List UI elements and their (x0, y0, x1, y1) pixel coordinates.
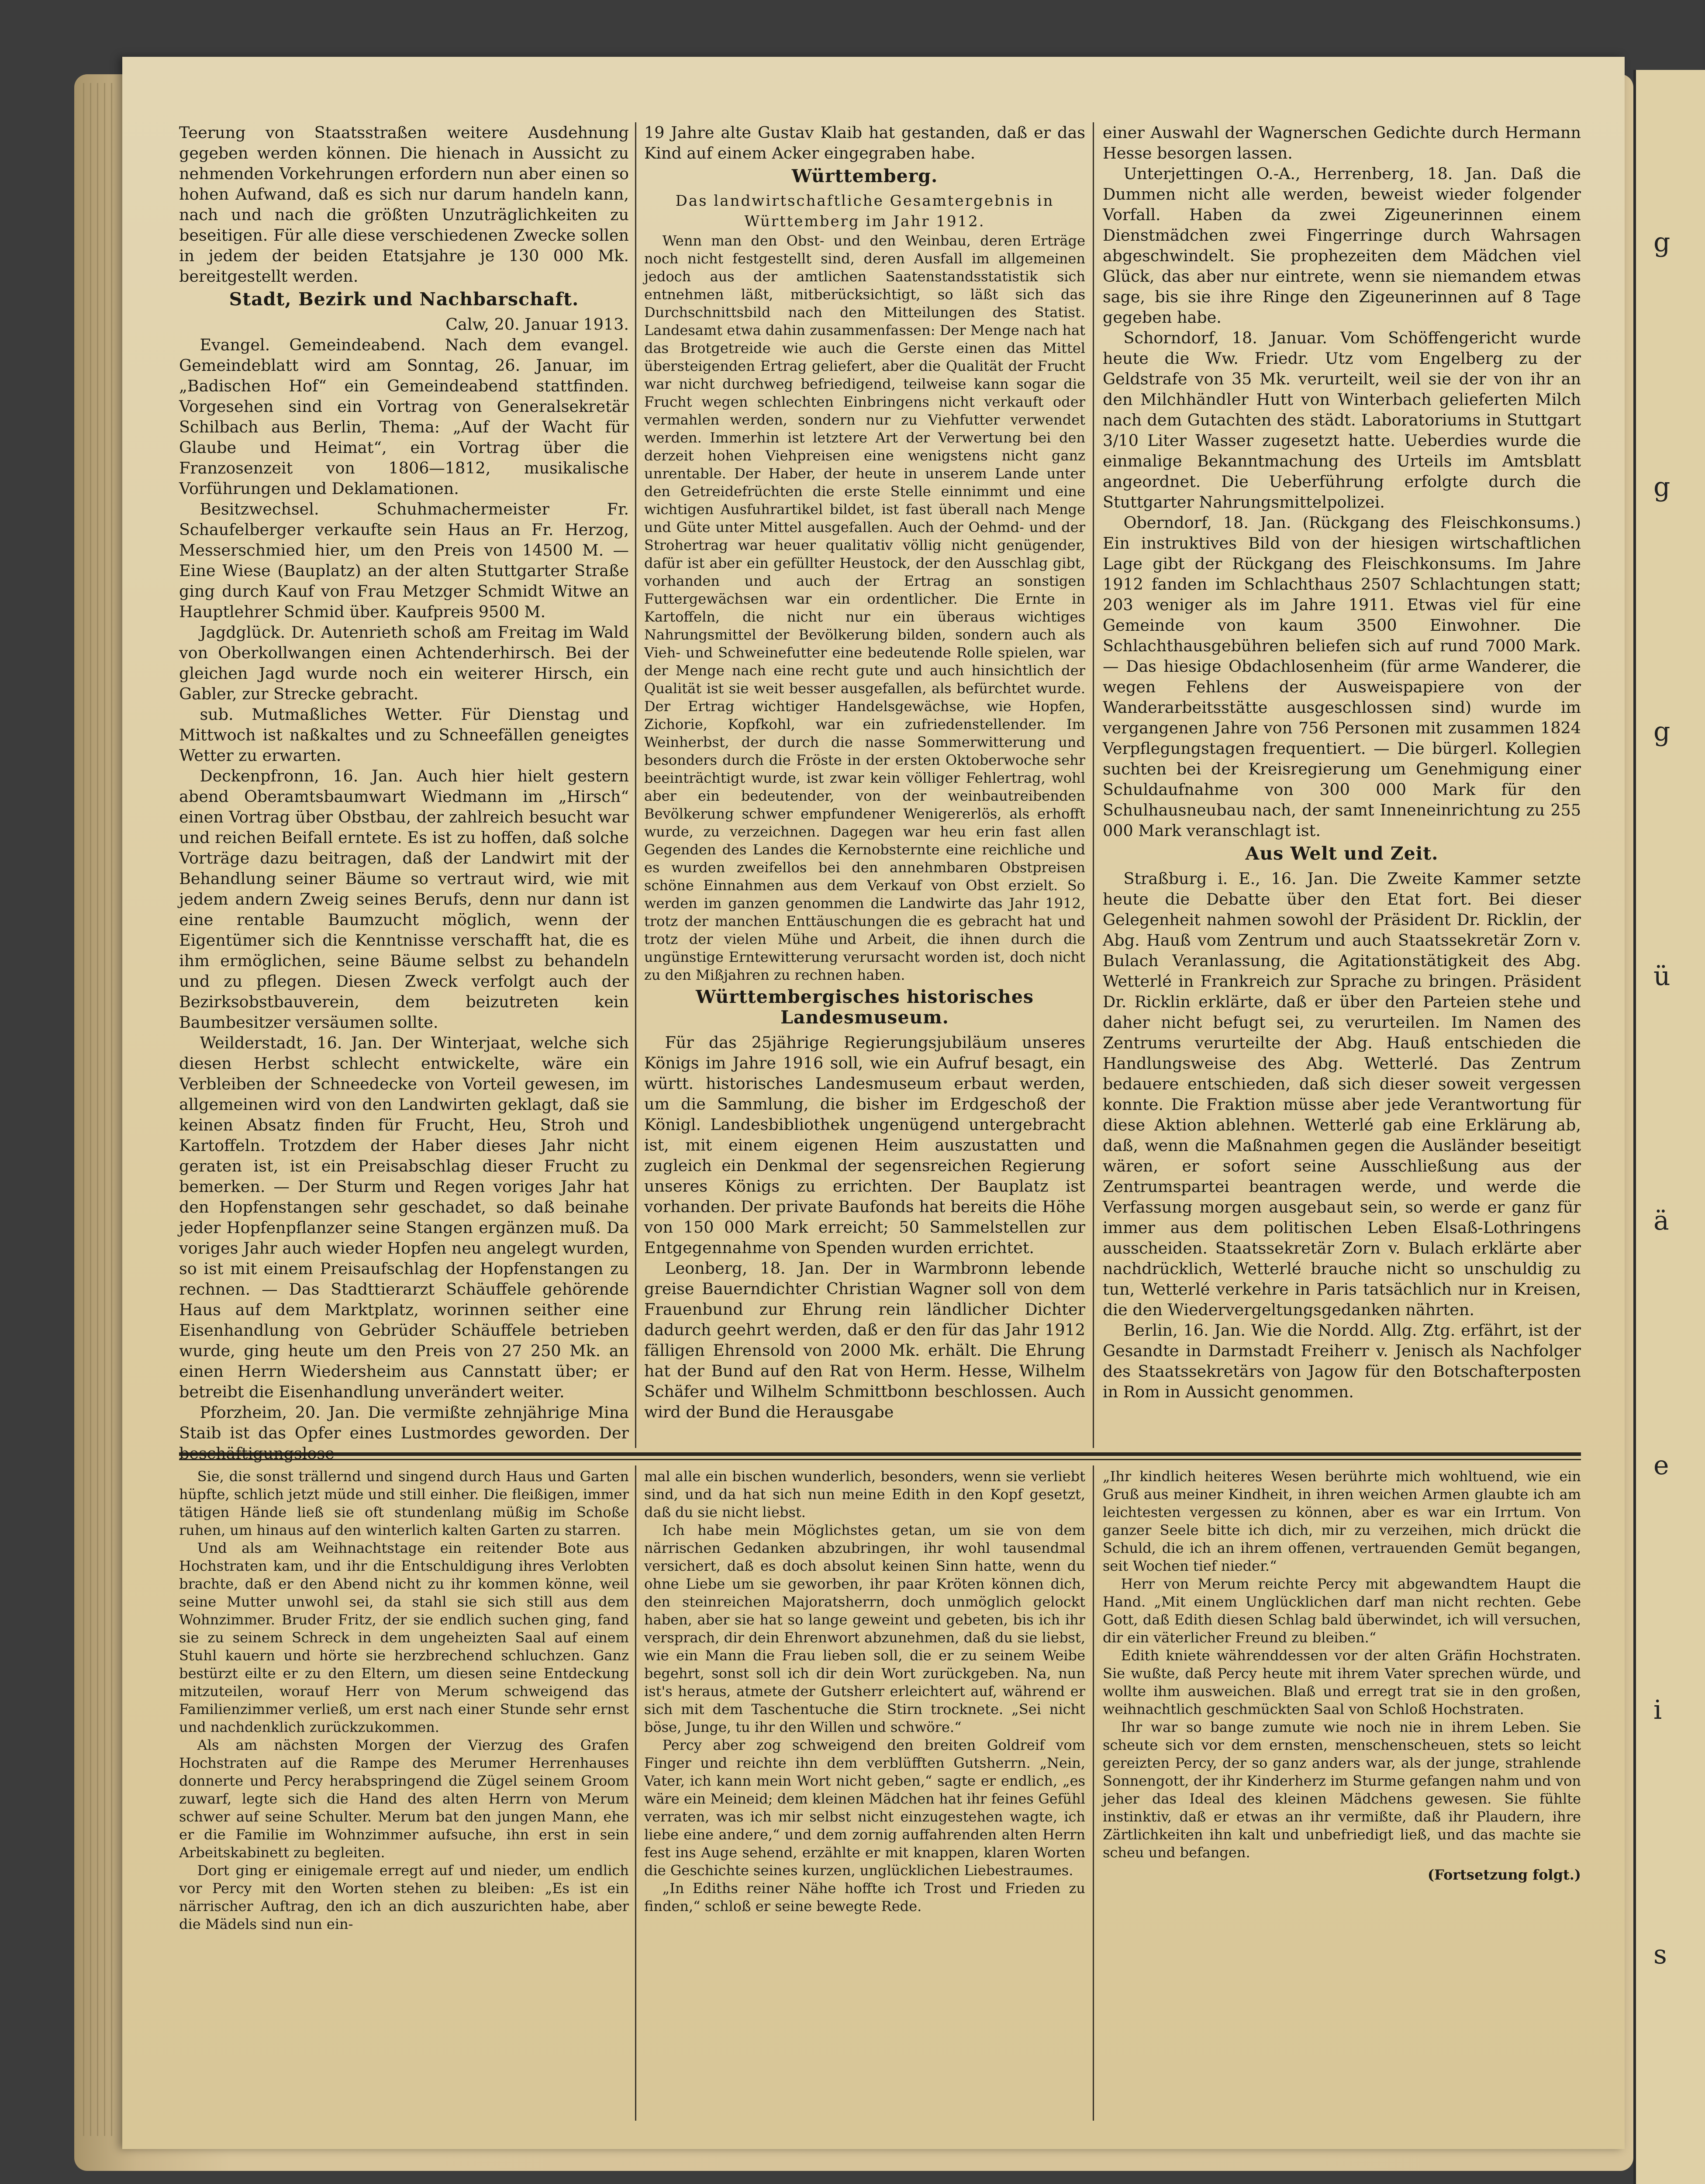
news-column-2 (644, 122, 1085, 1446)
column-divider (1093, 1465, 1094, 2121)
article-paragraph: Ich habe mein Möglichstes getan, um sie von dem närrischen Gedanken abzubringen, ihr wohl tausendmal versichert, daß es doch absolut keinen Sinn hatte, wenn du ohne Liebe um sie geworben, ihr paar Kröten können dich, den steinreichen Majoratsherrn, doch unmöglich gelockt haben, aber sie hat so lange geweint und gebeten, bis ich ihr versprach, dir dein Ehrenwort abzunehmen, daß du sie liebst, wie ein Mann die Frau lieben soll, die er zu seinem Weibe begehrt, sonst soll ich dir dein Wort zurückgeben. Na, nun ist's heraus, atmete der Gutsherr erleichtert auf, während er sich mit dem Taschentuche die Stirn trocknete. „Sei nicht böse, Junge, tu ihr den Willen und schwöre.“ (644, 1522, 1085, 1735)
article-paragraph: 19 Jahre alte Gustav Klaib hat gestanden, daß er das Kind auf einem Acker eingegraben habe. (644, 123, 1085, 162)
article-paragraph: einer Auswahl der Wagnerschen Gedichte durch Hermann Hesse besorgen lassen. (1103, 123, 1581, 162)
article-paragraph: (Fortsetzung folgt.) (1427, 1866, 1581, 1883)
edge-glyph: ä (1653, 1206, 1669, 1236)
article-paragraph: Dort ging er einigemale erregt auf und nieder, um endlich vor Percy mit den Worten stehen zu bleiben: „Es ist ein närrischer Auftrag, den ich an dich auszurichten habe, aber die Mädels sind nun ein- (179, 1862, 629, 1932)
article-paragraph: „In Ediths reiner Nähe hoffte ich Trost und Frieden zu finden,“ schloß er seine bewegte Rede. (644, 1880, 1085, 1914)
section-heading: Württemberg. (791, 166, 938, 187)
edge-glyph: e (1653, 1450, 1669, 1481)
feuilleton-column-3 (1103, 1468, 1581, 2123)
section-heading: Stadt, Bezirk und Nachbarschaft. (229, 289, 579, 310)
article-paragraph: sub. Mutmaßliches Wetter. Für Dienstag und Mittwoch ist naßkaltes und zu Schneefällen geneigtes Wetter zu erwarten. (179, 705, 629, 765)
article-paragraph: Ihr war so bange zumute wie noch nie in ihrem Leben. Sie scheute sich vor dem ernsten, menschenscheuen, stets so leicht gereizten Percy, der so ganz anders war, als der junge, strahlende Sonnengott, der ihr Kinderherz im Sturme gefangen nahm und von jeher das Ideal des kleinen Mädchens gewesen. Sie fühlte instinktiv, daß er etwas an ihr vermißte, daß ihr Plaudern, ihre Zärtlichkeiten ihn kalt und unbefriedigt ließ, und das machte sie scheu und befangen. (1103, 1719, 1581, 1861)
article-paragraph: Oberndorf, 18. Jan. (Rückgang des Fleischkonsums.) Ein instruktives Bild von der hiesigen wirtschaftlichen Lage gibt der Rückgang des Fleischkonsums. Im Jahre 1912 fanden im Schlachthaus 2507 Schlachtungen statt; 203 weniger als im Jahre 1911. Etwas viel für eine Gemeinde von kaum 3500 Einwohner. Die Schlachthausgebühren beliefen sich auf rund 7000 Mark. — Das hiesige Obdachlosenheim (für arme Wanderer, die wegen Fehlens der Ausweispapiere von der Wanderarbeitsstätte ausgeschlossen sind) wurde im vergangenen Jahre von 756 Personen mit zusammen 1824 Verpflegungstagen frequentiert. — Die bürgerl. Kollegien suchten bei der Kreisregierung um Genehmigung einer Schuldaufnahme von 300 000 Mark für den Schulhausneubau nach, der samt Inneneinrichtung zu 255 000 Mark veranschlagt ist. (1103, 513, 1581, 840)
article-paragraph: Evangel. Gemeindeabend. Nach dem evangel. Gemeindeblatt wird am Sonntag, 26. Januar, im „Badischen Hof“ ein Gemeindeabend stattfinden. Vorgesehen sind ein Vortrag von Generalsekretär Schilbach aus Berlin, Thema: „Auf der Wacht für Glaube und Heimat“, ein Vortrag über die Franzosenzeit von 1806—1812, musikalische Vorführungen und Deklamationen. (179, 335, 629, 498)
newspaper-page (122, 57, 1625, 2149)
feuilleton-column-2 (644, 1468, 1085, 2123)
article-paragraph: Sie, die sonst trällernd und singend durch Haus und Garten hüpfte, schlich jetzt müde und still einher. Die fleißigen, immer tätigen Hände ließ sie oft stundenlang müßig im Schoße ruhen, um hinaus auf den winterlich kalten Garten zu starren. (179, 1468, 629, 1538)
section-heading: Württembergisches historisches Landesmuseum. (696, 986, 1034, 1028)
edge-glyph: i (1653, 1695, 1662, 1725)
article-paragraph: Als am nächsten Morgen der Vierzug des Grafen Hochstraten auf die Rampe des Merumer Herrenhauses donnerte und Percy herabspringend die Zügel seinem Groom zuwarf, legte sich die Hand des alten Herrn von Merum schwer auf seine Schulter. Merum bat den jungen Mann, ehe er die Familie im Wohnzimmer aufsuche, ihn erst in sein Arbeitskabinett zu begleiten. (179, 1737, 629, 1861)
news-column-3 (1103, 122, 1581, 1446)
article-paragraph: Unterjettingen O.-A., Herrenberg, 18. Jan. Daß die Dummen nicht alle werden, beweist wieder folgender Vorfall. Haben da zwei Zigeunerinnen einem Dienstmädchen zwei Fingerringe durch Wahrsagen abgeschwindelt. Sie prophezeiten dem Mädchen viel Glück, das aber nur eintrete, wenn sie niemandem etwas sage, bis sie ihre Ringe den Zigeunerinnen auf 8 Tage gegeben habe. (1103, 164, 1581, 327)
column-divider (1093, 122, 1094, 1448)
article-paragraph: Deckenpfronn, 16. Jan. Auch hier hielt gestern abend Oberamtsbaumwart Wiedmann im „Hirsch“ einen Vortrag über Obstbau, der zahlreich besucht war und reichen Beifall erntete. Es ist zu hoffen, daß solche Vorträge dazu beitragen, daß der Landwirt mit der Behandlung seiner Bäume so vertraut wird, wie mit jedem andern Zweig seines Berufs, denn nur dann ist eine rentable Baumzucht möglich, wenn der Eigentümer sich die Kenntnisse verschafft hat, die es ihm ermöglichen, seine Bäume selbst zu behandeln und zu pflegen. Diesen Zweck verfolgt auch der Bezirksobstbauverein, dem beizutreten kein Baumbesitzer versäumen sollte. (179, 767, 629, 1032)
news-column-1 (179, 122, 629, 1463)
article-paragraph: mal alle ein bischen wunderlich, besonders, wenn sie verliebt sind, und da hat sich nun meine Edith in den Kopf gesetzt, daß du sie nicht liebst. (644, 1468, 1085, 1521)
article-paragraph: Schorndorf, 18. Januar. Vom Schöffengericht wurde heute die Ww. Friedr. Utz vom Engelberg zu der Geldstrafe von 35 Mk. verurteilt, weil sie der von ihr an den Milchhändler Hutt von Winterbach gelieferten Milch nach dem Gutachten des städt. Laboratoriums in Stuttgart 3/10 Liter Wasser zugesetzt hatte. Ueberdies wurde die einmalige Bekanntmachung des Urteils im Amtsblatt angeordnet. Die Ueberführung erfolgte durch die Stuttgarter Nahrungsmittelpolizei. (1103, 328, 1581, 511)
article-paragraph: Für das 25jährige Regierungsjubiläum unseres Königs im Jahre 1916 soll, wie ein Aufruf besagt, ein württ. historisches Landesmuseum erbaut werden, um die Sammlung, die bisher im Erdgeschoß der Königl. Landesbibliothek ungenügend untergebracht ist, mit einem eigenen Heim auszustatten und zugleich ein Denkmal der segensreichen Regierung unseres Königs zu errichten. Der Bauplatz ist vorhanden. Der private Baufonds hat bereits die Höhe von 150 000 Mark erreicht; 50 Sammelstellen zur Entgegennahme von Spenden wurden errichtet. (644, 1033, 1085, 1257)
article-paragraph: Jagdglück. Dr. Autenrieth schoß am Freitag im Wald von Oberkollwangen einen Achtenderhirsch. Bei der gleichen Jagd wurde noch ein weiterer Hirsch, ein Gabler, zur Strecke gebracht. (179, 623, 629, 703)
article-paragraph: Herr von Merum reichte Percy mit abgewandtem Haupt die Hand. „Mit einem Unglücklichen darf man nicht rechten. Gebe Gott, daß Edith diesen Schlag bald überwindet, ich will versuchen, dir ein väterlicher Freund zu bleiben.“ (1103, 1576, 1581, 1646)
section-heading: Aus Welt und Zeit. (1245, 843, 1439, 864)
article-paragraph: Percy aber zog schweigend den breiten Goldreif vom Finger und reichte ihn dem verblüfften Gutsherrn. „Nein, Vater, ich kann mein Wort nicht geben,“ sagte er endlich, „es wäre ein Meineid; dem kleinen Mädchen hat ihr feines Gefühl verraten, was ich mir selbst nicht einzugestehen wagte, ich liebe eine andere,“ und dem zornig auffahrenden alten Herrn fest ins Auge sehend, erzählte er mit knappen, klaren Worten die Geschichte seines kurzen, unglücklichen Liebestraumes. (644, 1737, 1085, 1879)
column-divider (635, 1465, 636, 2121)
article-paragraph: Das landwirtschaftliche Gesamtergebnis in Württemberg im Jahr 1912. (675, 192, 1054, 230)
article-paragraph: Und als am Weihnachtstage ein reitender Bote aus Hochstraten kam, und ihr die Entschuldigung ihres Verlobten brachte, daß er den Abend nicht zu ihr kommen könne, weil seine Mutter unwohl sei, da stahl sie sich still aus dem Wohnzimmer. Bruder Fritz, der sie endlich suchen ging, fand sie zu seinem Schreck in dem ungeheizten Saal auf einem Stuhl kauern und hörte sie herzbrechend schluchzen. Ganz bestürzt eilte er zu den Eltern, um diesen seine Entdeckung mitzuteilen, worauf Herr von Merum schweigend das Familienzimmer verließ, um erst nach einer Stunde sehr ernst und nachdenklich zurückzukommen. (179, 1540, 629, 1735)
page-edges (83, 83, 118, 2136)
edge-glyph: g (1653, 472, 1670, 502)
article-paragraph: Teerung von Staatsstraßen weitere Ausdehnung gegeben werden können. Die hienach in Aussicht zu nehmenden Vorkehrungen erfordern nun aber einen so hohen Aufwand, daß es sich nur darum handeln kann, nach und nach die größten Unzuträglichkeiten zu beseitigen. Für alle diese verschiedenen Zwecke sollen in jedem der beiden Etatsjahre je 130 000 Mk. bereitgestellt werden. (179, 123, 629, 286)
adjacent-page-edge (1633, 70, 1705, 2184)
column-divider (635, 122, 636, 1448)
edge-glyph: s (1653, 1939, 1667, 1970)
article-paragraph: Pforzheim, 20. Jan. Die vermißte zehnjährige Mina Staib ist das Opfer eines Lustmordes geworden. Der beschäftigungslose (179, 1403, 629, 1463)
dateline: Calw, 20. Januar 1913. (445, 315, 629, 334)
article-paragraph: Straßburg i. E., 16. Jan. Die Zweite Kammer setzte heute die Debatte über den Etat fort. Bei dieser Gelegenheit nahmen sowohl der Präsident Dr. Ricklin, der Abg. Hauß vom Zentrum und auch Staatssekretär Zorn v. Bulach Veranlassung, die Agitationstätigkeit des Abg. Wetterlé in Frankreich zur Sprache zu bringen. Präsident Dr. Ricklin erklärte, daß er über den Parteien stehe und daher nicht befugt sei, zu verurteilen. Im Namen des Zentrums verurteilte der Abg. Hauß entschieden die Handlungsweise des Abg. Wetterlé. Das Zentrum bedauere entschieden, daß sich dieser soweit vergessen konnte. Die Fraktion müsse aber jede Verantwortung für diese Aktion ablehnen. Wetterlé gab eine Erklärung ab, daß, wenn die Maßnahmen gegen die Ausländer beseitigt wären, er sofort seine Ausschließung aus der Zentrumspartei beantragen werde, und werde die Verfassung morgen ausgebaut sein, so werde er ganz für immer aus dem politischen Leben Elsaß-Lothringens ausscheiden. Staatssekretär Zorn v. Bulach erklärte aber nachdrücklich, Wetterlé brauche nicht so unschuldig zu tun, Wetterlé verkehre in Paris tatsächlich nur in Kreisen, die den Wiedervergeltungsgedanken nährten. (1103, 869, 1581, 1319)
article-paragraph: Weilderstadt, 16. Jan. Der Winterjaat, welche sich diesen Herbst schlecht entwickelte, wäre ein Verbleiben der Schneedecke von Vorteil gewesen, im allgemeinen wird von den Landwirten geklagt, daß sie keinen Absatz finden für Frucht, Heu, Stroh und Kartoffeln. Trotzdem der Haber dieses Jahr nicht geraten ist, ist ein Preisabschlag dieser Frucht zu bemerken. — Der Sturm und Regen voriges Jahr hat den Hopfenstangen sehr geschadet, so daß beinahe jeder Hopfenpflanzer seine Stangen ergänzen muß. Da voriges Jahr auch wieder Hopfen neu angelegt wurden, so ist mit einem Preisaufschlag der Hopfenstangen zu rechnen. — Das Stadttierarzt Schäuffele gehörende Haus auf dem Marktplatz, worinnen seither eine Eisenhandlung von Gebrüder Schäuffele betrieben wurde, ging heute um den Preis von 27 250 Mk. an einen Herrn Wiedersheim aus Cannstatt über; er betreibt die Eisenhandlung unverändert weiter. (179, 1033, 629, 1401)
edge-glyph: g (1653, 716, 1670, 747)
article-paragraph: Leonberg, 18. Jan. Der in Warmbronn lebende greise Bauerndichter Christian Wagner soll von dem Frauenbund zur Ehrung rein ländlicher Dichter dadurch geehrt werden, daß er den für das Jahr 1912 fälligen Ehrensold von 2000 Mk. erhält. Die Ehrung hat der Bund auf den Rat von Herm. Hesse, Wilhelm Schäfer und Wilhelm Schmittbonn beschlossen. Auch wird der Bund die Herausgabe (644, 1259, 1085, 1421)
article-paragraph: Edith kniete währenddessen vor der alten Gräfin Hochstraten. Sie wußte, daß Percy heute mit ihrem Vater sprechen würde, und wollte ihm ausweichen. Blaß und erregt trat sie in den großen, weihnachtlich geschmückten Saal von Schloß Hochstraten. (1103, 1647, 1581, 1717)
feuilleton-column-1 (179, 1468, 629, 2123)
edge-glyph: g (1653, 227, 1670, 258)
article-paragraph: Wenn man den Obst- und den Weinbau, deren Erträge noch nicht festgestellt sind, deren Ausfall im allgemeinen jedoch aus der amtlichen Saatenstandsstatistik sich entnehmen läßt, mitberücksichtigt, so läßt sich das Durchschnittsbild nach den Mitteilungen des Statist. Landesamt etwa dahin zusammenfassen: Der Menge nach hat das Brotgetreide wie auch die Gerste einen das Mittel übersteigenden Ertrag geliefert, aber die Qualität der Frucht war nicht durchweg befriedigend, teilweise kann sogar die Frucht wegen schlechten Einbringens nicht verkauft oder vermahlen werden, sondern nur zu Viehfutter verwendet werden. Immerhin ist letztere Art der Verwertung bei den derzeit hohen Viehpreisen eine wenigstens nicht ganz unrentable. Der Haber, der heute in unserem Lande unter den Getreidefrüchten die erste Stelle einnimmt und eine wichtigen Ausfuhrartikel bildet, ist fast überall nach Menge und Güte unter Mittel ausgefallen. Auch der Oehmd- und der Strohertrag war heuer qualitativ völlig nicht genügender, dafür ist aber ein gefüllter Heustock, der den Ausschlag gibt, vorhanden und auch der Ertrag an sonstigen Futtergewächsen war ein ordentlicher. Die Ernte in Kartoffeln, die nicht nur ein überaus wichtiges Nahrungsmittel der Bevölkerung bilden, sondern auch als Vieh- und Schweinefutter eine bedeutende Rolle spielen, war der Menge nach eine recht gute und auch hinsichtlich der Qualität ist sie weit besser ausgefallen, als befürchtet wurde. Der Ertrag wichtiger Handelsgewächse, wie Hopfen, Zichorie, Kopfkohl, war ein zufriedenstellender. Im Weinherbst, der durch die nasse Sommerwitterung und besonders durch die Fröste in der ersten Oktoberwoche sehr beeinträchtigt wurde, ist zwar kein völliger Fehlertrag, wohl aber ein bedeutender, von der weinbautreibenden Bevölkerung schwer empfundener Wenigererlös, als erhofft wurde, zu verzeichnen. Dagegen war heu erin fast allen Gegenden des Landes die Kernobsternte eine reichliche und es wurden zweifellos bei den annehmbaren Obstpreisen schöne Einnahmen aus dem Verkauf von Obst erzielt. So werden im ganzen genommen die Landwirte das Jahr 1912, trotz der manchen Enttäuschungen die es gebracht hat und trotz der vielen Mühe und Arbeit, die ihnen durch die ungünstige Erntewitterung verursacht worden ist, doch nicht zu den Mißjahren zu rechnen haben. (644, 232, 1085, 983)
article-paragraph: „Ihr kindlich heiteres Wesen berührte mich wohltuend, wie ein Gruß aus meiner Kindheit, in ihren weichen Armen glaubte ich am leichtesten vergessen zu können, aber es war ein Irrtum. Von ganzer Seele bitte ich dich, mir zu verzeihen, mich drückt die Schuld, die ich an ihrem offenen, vertrauenden Gemüt begangen, seit Wochen tief nieder.“ (1103, 1468, 1581, 1574)
edge-glyph: ü (1653, 961, 1670, 992)
article-paragraph: Berlin, 16. Jan. Wie die Nordd. Allg. Ztg. erfährt, ist der Gesandte in Darmstadt Freiherr v. Jenisch als Nachfolger des Staatssekretärs von Jagow für den Botschafterposten in Rom in Aussicht genommen. (1103, 1321, 1581, 1401)
article-paragraph: Besitzwechsel. Schuhmachermeister Fr. Schaufelberger verkaufte sein Haus an Fr. Herzog, Messerschmied hier, um den Preis von 14500 M. — Eine Wiese (Bauplatz) an der alten Stuttgarter Straße ging durch Kauf von Frau Metzger Schmidt Witwe an Hauptlehrer Schmid über. Kaufpreis 9500 M. (179, 500, 629, 621)
